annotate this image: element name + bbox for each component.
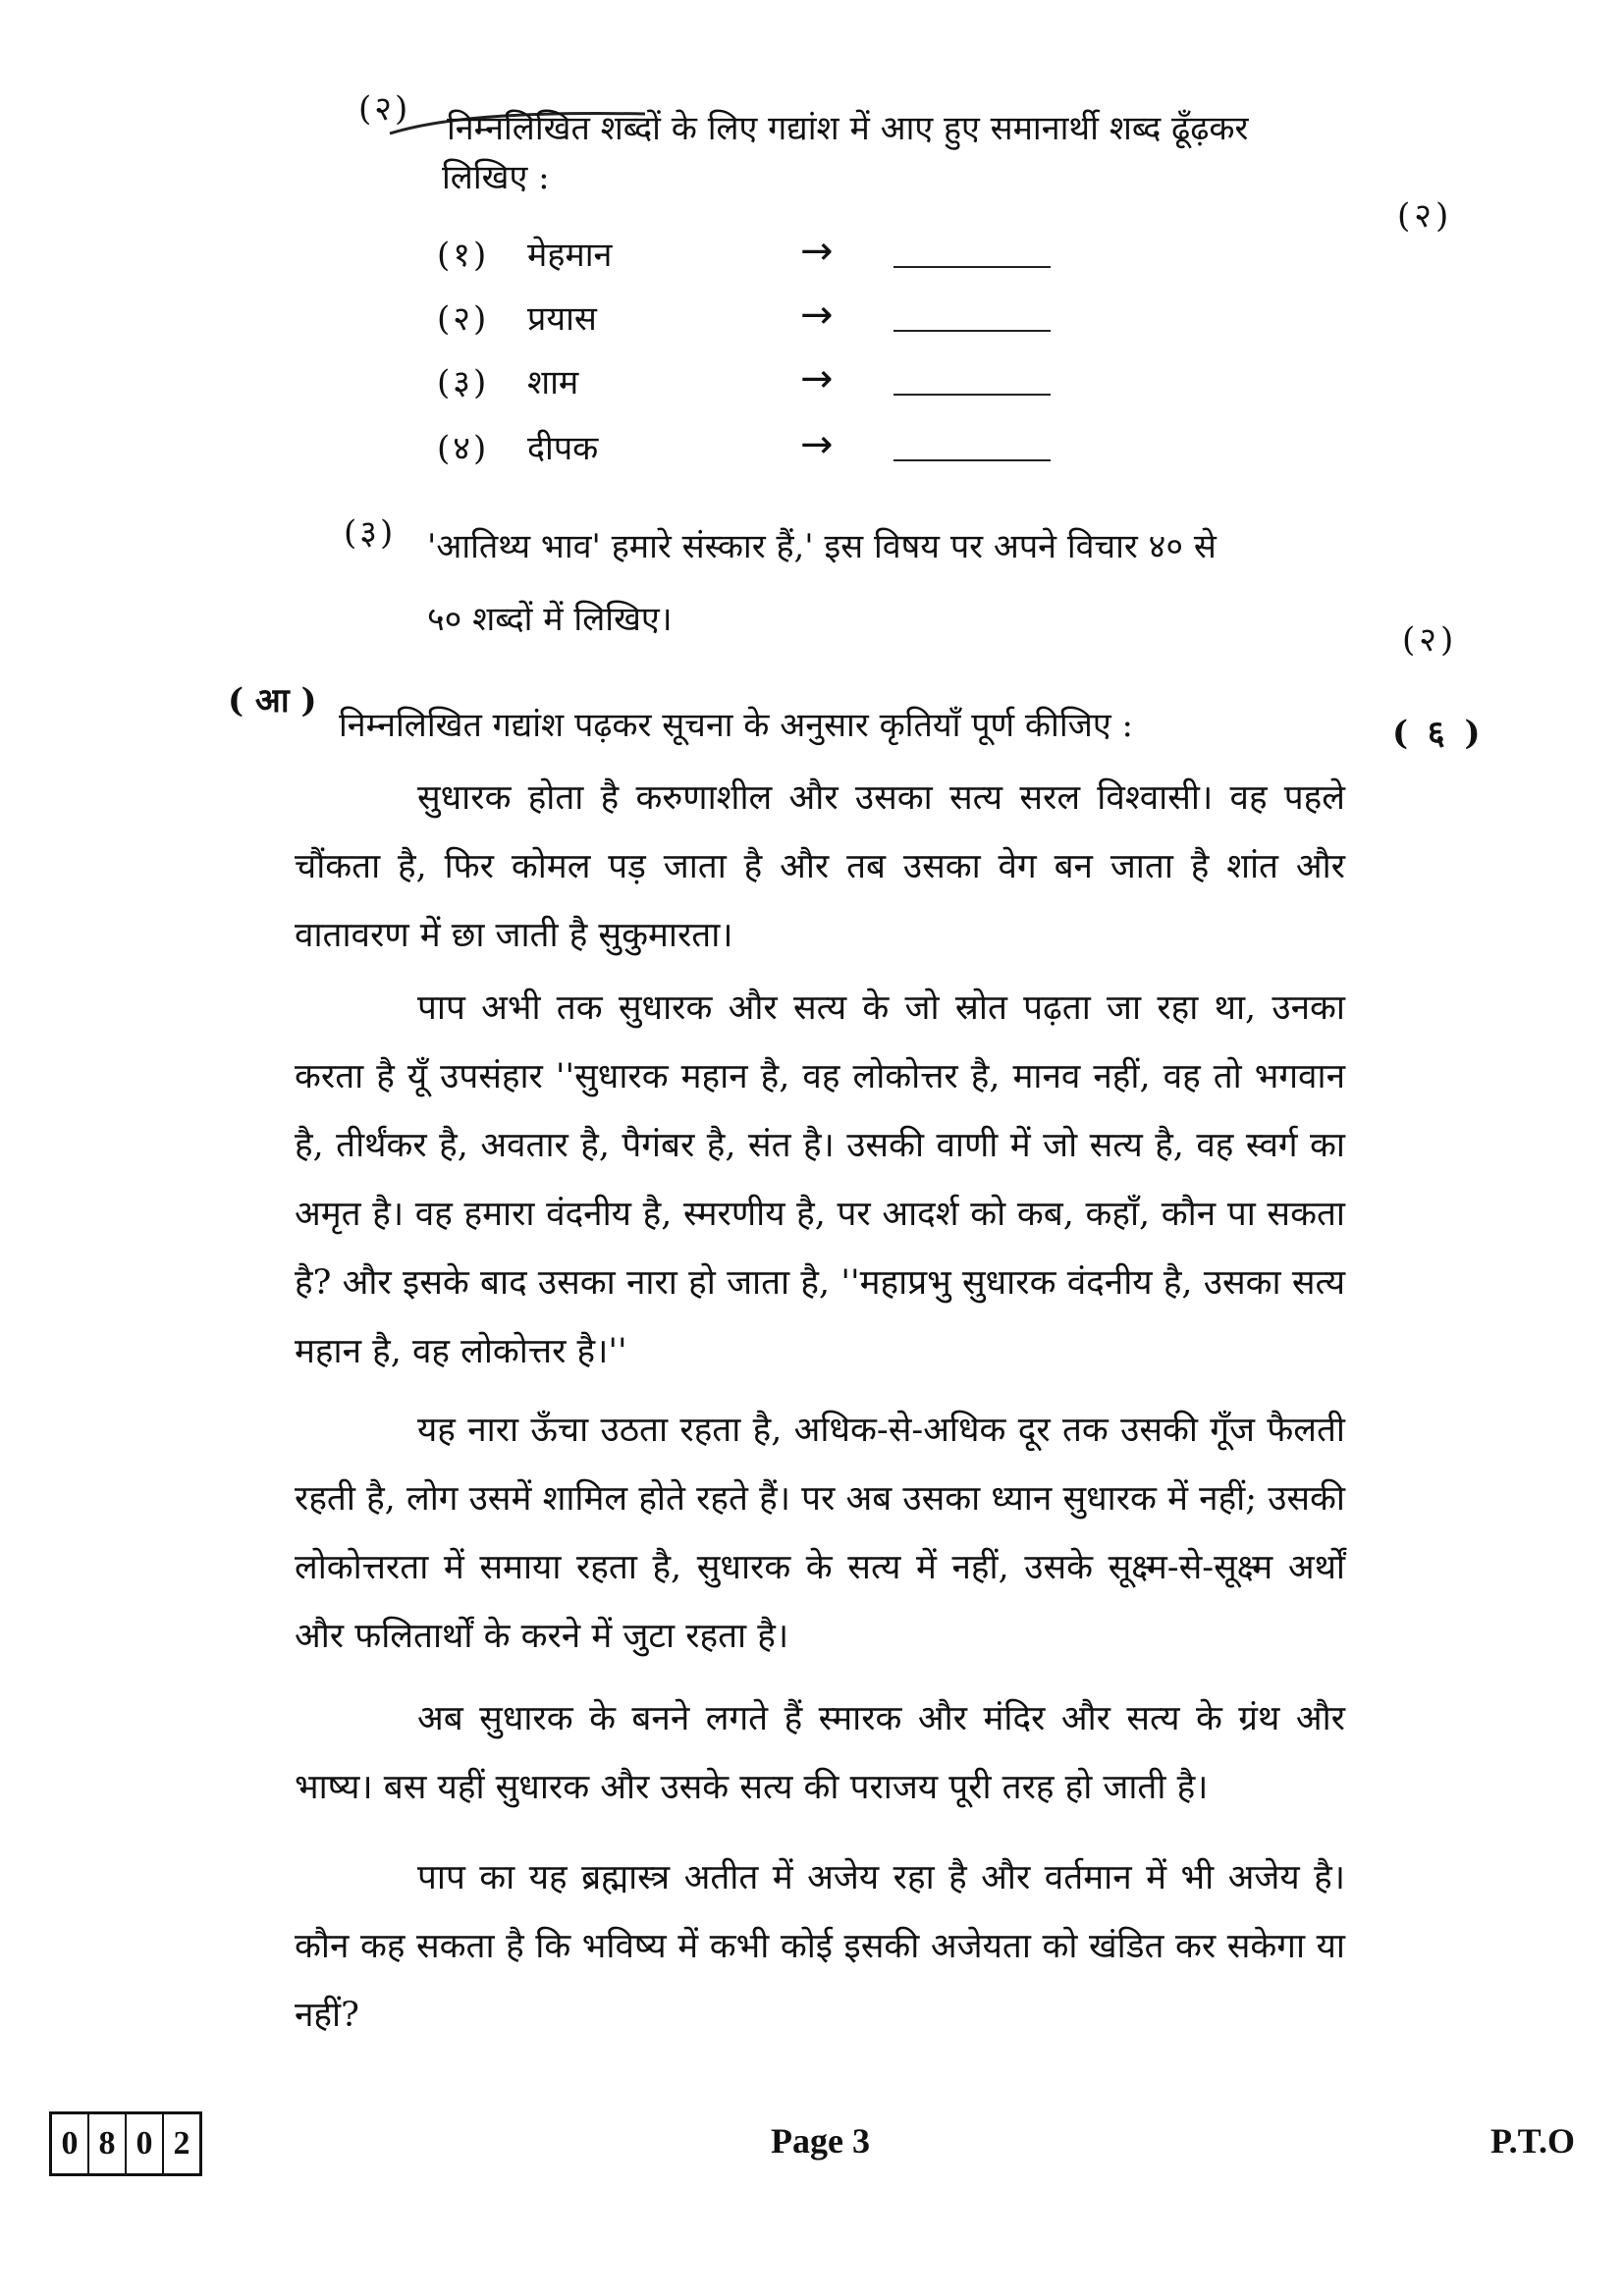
q2-item-3: [437, 358, 1065, 417]
q2-instruction-line1: निम्नलिखित शब्दों के लिए गद्यांश में आए हुए समानार्थी शब्द ढूँढ़कर: [447, 109, 1249, 148]
item-number: (४): [437, 429, 490, 468]
q2-item-1: [437, 231, 1065, 290]
code-digit: 2: [173, 2125, 190, 2162]
code-digit: 0: [52, 2114, 89, 2173]
answer-blank[interactable]: [893, 266, 1051, 268]
pto-label: P.T.O: [1490, 2121, 1576, 2161]
answer-blank[interactable]: [893, 330, 1051, 332]
arrow-right-icon: →: [800, 422, 834, 467]
arrow-right-icon: →: [800, 356, 834, 401]
section-aa-marks: ( ६ ): [1392, 714, 1485, 753]
q2-instruction-line2: लिखिए :: [442, 158, 550, 197]
q3-instruction-line2: ५० शब्दों में लिखिए।: [427, 600, 673, 639]
passage-paragraph-3: यह नारा ऊँचा उठता रहता है, अधिक-से-अधिक दूर तक उसकी गूँज फैलती रहती है, लोग उसमें शामिल होते रहते हैं। पर अब उसका ध्यान सुधारक में नहीं; उसकी लोकोत्तरता में समाया रहता है, सुधारक के सत्य में नहीं, उसके सूक्ष्म-से-सूक्ष्म अर्थों और फलितार्थों के करने में जुटा रहता है।: [295, 1411, 1345, 1656]
item-number: (३): [437, 363, 490, 402]
arrow-right-icon: →: [800, 293, 834, 338]
item-word: प्रयास: [527, 299, 597, 339]
section-aa-label: ( आ ): [228, 681, 317, 721]
paper-code-box: [49, 2111, 202, 2176]
q3-instruction-line1: 'आतिथ्य भाव' हमारे संस्कार हैं,' इस विषय पर अपने विचार ४० से: [427, 527, 1217, 566]
q2-marks: (२): [1397, 196, 1453, 236]
item-word: मेहमान: [527, 236, 613, 275]
q2-item-2: [437, 294, 1065, 353]
passage-paragraph-4: अब सुधारक के बनने लगते हैं स्मारक और मंदिर और सत्य के ग्रंथ और भाष्य। बस यहीं सुधारक और उसके सत्य की पराजय पूरी तरह हो जाती है।: [295, 1699, 1345, 1807]
page-number: Page 3: [771, 2121, 870, 2161]
q3-marks: (२): [1402, 620, 1458, 660]
code-digit: 0: [127, 2114, 164, 2173]
q3-number: (३): [344, 513, 397, 553]
arrow-right-icon: →: [800, 229, 834, 274]
item-word: शाम: [527, 363, 579, 402]
passage-paragraph-1: सुधारक होता है करुणाशील और उसका सत्य सरल विश्वासी। वह पहले चौंकता है, फिर कोमल पड़ जाता है और तब उसका वेग बन जाता है शांत और वातावरण में छा जाती है सुकुमारता।: [295, 778, 1345, 955]
passage-paragraph-2: पाप अभी तक सुधारक और सत्य के जो स्रोत पढ़ता जा रहा था, उनका करता है यूँ उपसंहार ''सुधारक महान है, वह लोकोत्तर है, मानव नहीं, वह तो भगवान है, तीर्थंकर है, अवतार है, पैगंबर है, संत है। उसकी वाणी में जो सत्य है, वह स्वर्ग का अमृत है। वह हमारा वंदनीय है, स्मरणीय है, पर आदर्श को कब, कहाँ, कौन पा सकता है? और इसके बाद उसका नारा हो जाता है, ''महाप्रभु सुधारक वंदनीय है, उसका सत्य महान है, वह लोकोत्तर है।'': [295, 988, 1345, 1371]
section-aa-instruction: निम्नलिखित गद्यांश पढ़कर सूचना के अनुसार कृतियाँ पूर्ण कीजिए :: [339, 706, 1133, 745]
q2-item-4: [437, 424, 1065, 483]
item-word: दीपक: [527, 429, 599, 468]
code-digit: 8: [89, 2114, 127, 2173]
answer-blank[interactable]: [893, 394, 1051, 396]
item-number: (१): [437, 236, 490, 275]
item-number: (२): [437, 299, 490, 339]
answer-blank[interactable]: [893, 459, 1051, 461]
passage-paragraph-5: पाप का यह ब्रह्मास्त्र अतीत में अजेय रहा है और वर्तमान में भी अजेय है। कौन कह सकता है कि भविष्य में कभी कोई इसकी अजेयता को खंडित कर सकेगा या नहीं?: [295, 1858, 1345, 2035]
q2-number: (२): [358, 89, 411, 129]
